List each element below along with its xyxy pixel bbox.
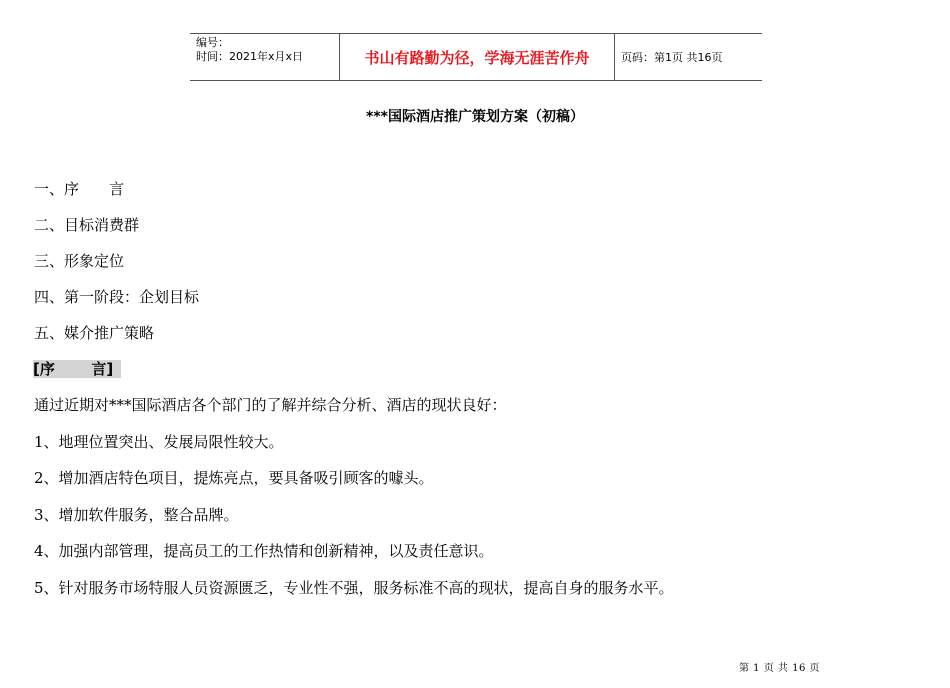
header-page-code: 页码：第1页 共16页 [621, 51, 723, 64]
section-body [34, 396, 674, 615]
document-number-label: 编号： [196, 36, 229, 49]
body-paragraph: 4、加强内部管理，提高员工的工作热情和创新精神，以及责任意识。 [34, 542, 494, 560]
header-table [190, 33, 762, 81]
document-title: ***国际酒店推广策划方案（初稿） [366, 109, 584, 125]
table-of-contents [34, 180, 199, 360]
page-footer: 第 1 页 共 16 页 [739, 663, 820, 674]
section-heading: [序 言] [33, 360, 121, 378]
body-paragraph: 3、增加软件服务，整合品牌。 [34, 505, 239, 524]
body-paragraph: 5、针对服务市场特服人员资源匮乏，专业性不强，服务标准不高的现状，提高自身的服务水平。 [34, 578, 674, 597]
header-meta [190, 34, 339, 80]
document-date: 时间：2021年x月x日 [196, 50, 304, 63]
body-paragraph: 2、增加酒店特色项目，提炼亮点，要具备吸引顾客的噱头。 [34, 469, 434, 487]
body-paragraph: 通过近期对***国际酒店各个部门的了解并综合分析、酒店的现状良好： [34, 396, 507, 414]
toc-item: 二、目标消费群 [34, 216, 140, 234]
toc-item: 三、形象定位 [34, 252, 125, 270]
toc-item: 五、媒介推广策略 [34, 324, 155, 342]
body-paragraph: 1、地理位置突出、发展局限性较大。 [34, 432, 284, 451]
header-motto: 书山有路勤为径，学海无涯苦作舟 [339, 34, 615, 80]
toc-item: 四、第一阶段：企划目标 [34, 288, 200, 306]
toc-item: 一、序 言 [34, 180, 125, 198]
